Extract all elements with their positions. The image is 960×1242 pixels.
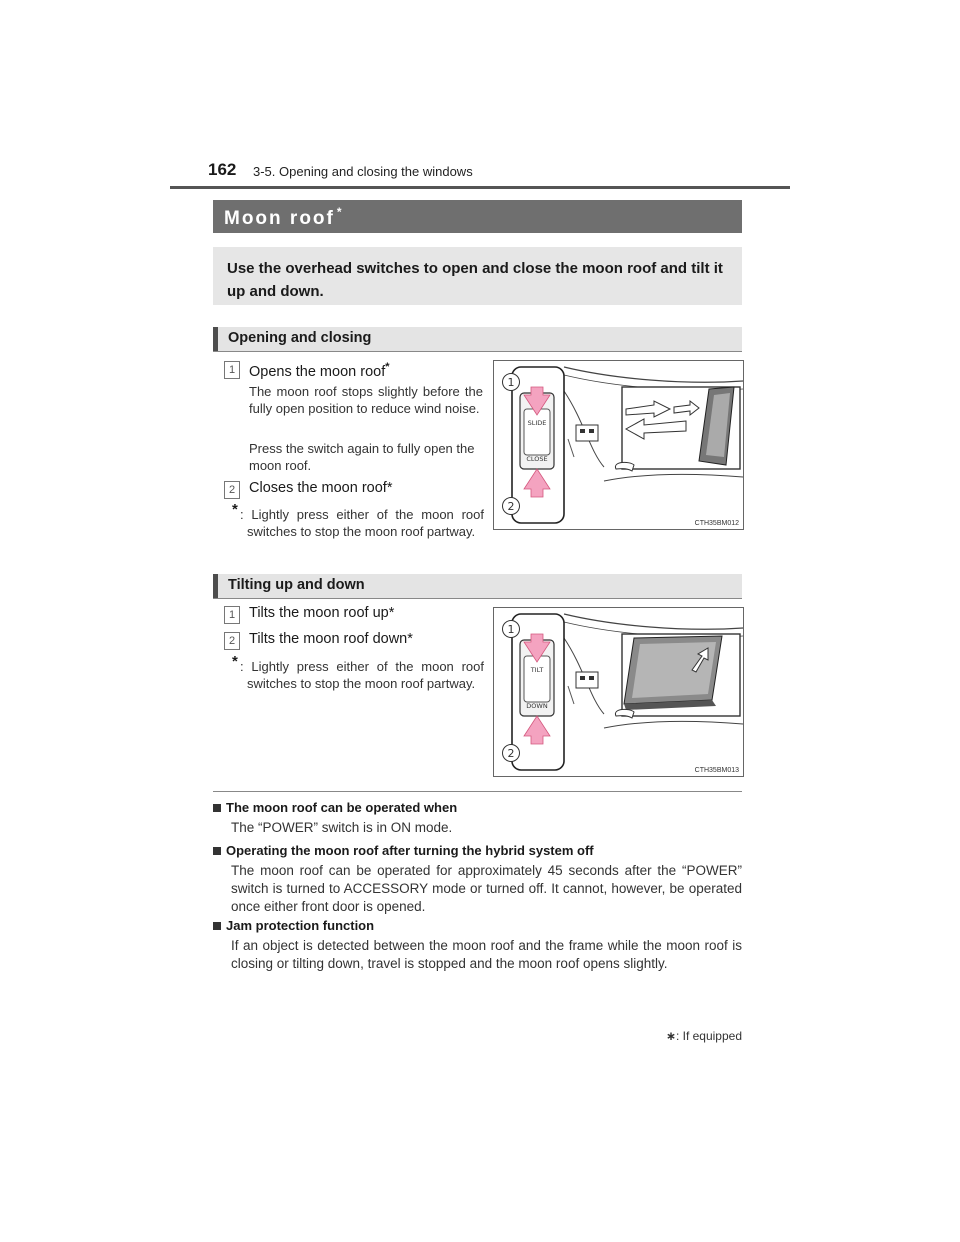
step-number-1: 1 [224,606,240,624]
close-switch-label: CLOSE [526,455,548,463]
header-rule [170,186,790,189]
step-close-label: Closes the moon roof* [249,480,393,496]
page-number: 162 [208,160,237,179]
note-heading-text: The moon roof can be operated when [226,800,458,815]
footnote-mark: * [232,653,238,670]
callout-1: 1 [507,623,515,636]
tilt-illustration [494,608,743,776]
callout-1: 1 [507,376,515,389]
down-switch-label: DOWN [526,702,548,710]
note-heading [213,843,594,858]
title-bar [213,200,742,233]
slide-switch-label: SLIDE [527,419,547,427]
bullet-square-icon [213,847,221,855]
footnote-opening: : Lightly press either of the moon roof switches to stop the moon roof partway. [240,507,484,539]
subheading-tilting-text: Tilting up and down [228,577,365,593]
bullet-square-icon [213,922,221,930]
bullet-square-icon [213,804,221,812]
step-number-2: 2 [224,481,240,499]
footer-asterisk: ∗ [665,1029,676,1043]
subheading-opening-text: Opening and closing [228,330,372,346]
title-asterisk: * [336,205,342,219]
note-fully-open: Press the switch again to fully open the moon roof. [249,441,475,473]
note-text: If an object is detected between the moon roof and the frame while the moon roof is closing or tilting down, travel is stopped and the moon roof opens slightly. [231,938,742,971]
step-open-label [249,361,390,380]
intro-box [213,247,742,305]
step-number-2: 2 [224,632,240,650]
subheading-opening [213,327,742,351]
tilt-switch-label: TILT [530,666,544,674]
callout-2: 2 [507,500,515,513]
step-number-1: 1 [224,361,240,379]
intro-text: Use the overhead switches to open and close the moon roof and tilt it up and down. [227,260,723,300]
note-text: The “POWER” switch is in ON mode. [231,820,453,835]
page-title-text: Moon roof [224,208,335,229]
step-open-text: Opens the moon roof [249,364,386,380]
figure-tilt-switch [493,607,744,777]
step-tilt-up-label: Tilts the moon roof up* [249,605,395,621]
figure-code: CTH35BM012 [694,520,739,527]
note-heading-text: Operating the moon roof after turning the hybrid system off [226,843,594,858]
note-heading-text: Jam protection function [226,918,375,933]
page-title [224,205,342,230]
footnote-text [240,507,484,540]
note-wind-noise: The moon roof stops slightly before the fully open position to reduce wind noise. [249,384,483,416]
footnote-mark: * [232,501,238,518]
footnote-text [240,659,484,692]
note-text: The moon roof can be operated for approximately 45 seconds after the “POWER” switch is turned to ACCESSORY mode or turned off. It cannot, however, be operated once either front door is opened. [231,863,742,914]
subheading-tilting [213,574,742,598]
footer-note [666,1029,742,1043]
figure-code: CTH35BM013 [694,767,739,774]
note-heading [213,918,374,933]
note-heading [213,800,457,815]
subheading-rule [213,351,742,352]
step-tilt-down-label: Tilts the moon roof down* [249,631,413,647]
subheading-rule [213,598,742,599]
section-heading: 3-5. Opening and closing the windows [253,164,473,179]
footnote-tilting: : Lightly press either of the moon roof switches to stop the moon roof partway. [240,659,484,691]
slide-illustration [494,361,743,529]
footer-text: : If equipped [675,1029,742,1043]
notes-rule [213,791,742,792]
callout-2: 2 [507,747,515,760]
figure-slide-switch [493,360,744,530]
step-open-asterisk: * [385,361,390,373]
